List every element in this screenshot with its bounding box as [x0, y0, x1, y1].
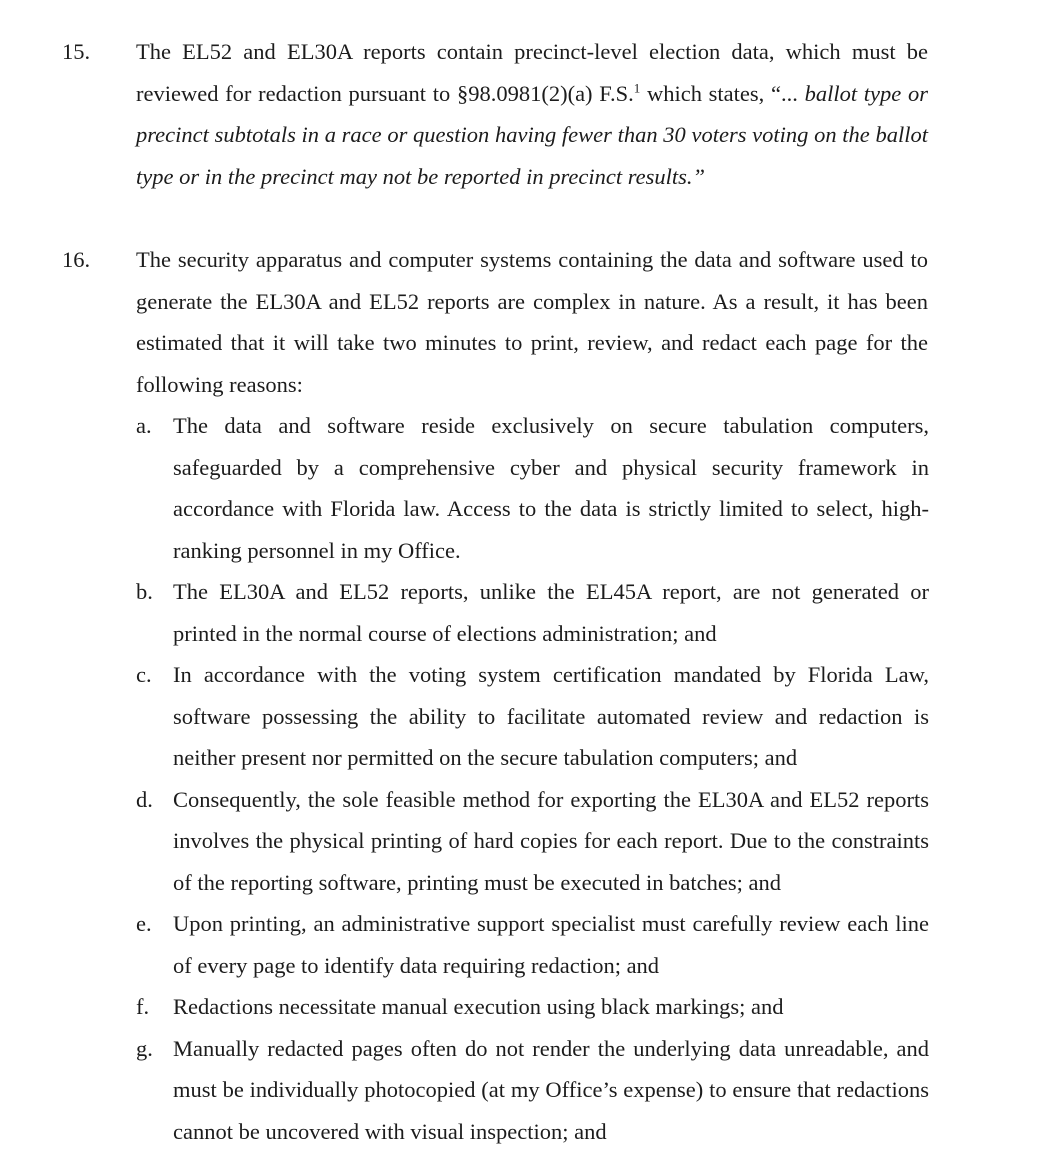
- list-item: [0, 1028, 1044, 1153]
- list-item-text: Manually redacted pages often do not render the underlying data unreadable, and must be individually photocopied (at my Office’s expense) to ensure that redactions cannot be uncovered with visual inspection; and: [173, 1035, 929, 1144]
- paragraph-text: The security apparatus and computer systems containing the data and software used to generate the EL30A and EL52 reports are complex in nature. As a result, it has been estimated that it will take two minutes to print, review, and redact each page for the following reasons:: [136, 247, 928, 397]
- paragraph-number: 15.: [62, 39, 91, 64]
- paragraph-text-body: The EL52 and EL30A reports contain precinct-level election data, which must be reviewed for redaction pursuant to §98.0981(2)(a) F.S.: [136, 39, 928, 106]
- paragraph-text-continuation: which states, “...: [640, 80, 805, 106]
- list-item: [0, 986, 1044, 1028]
- list-item: [0, 571, 1044, 654]
- list-item-text: In accordance with the voting system certification mandated by Florida Law, software possessing the ability to facilitate automated review and redaction is neither present nor permitted on the secure tabulation computers; and: [173, 662, 929, 770]
- list-item-letter: f.: [136, 994, 150, 1019]
- list-item-letter: d.: [136, 786, 153, 812]
- paragraph-text: [136, 31, 928, 197]
- footnote-reference[interactable]: 1: [633, 80, 641, 95]
- quote-close-mark: ”: [692, 163, 706, 189]
- list-item-letter: g.: [136, 1035, 153, 1061]
- list-item-letter: e.: [136, 911, 152, 936]
- list-item-text: Consequently, the sole feasible method for exporting the EL30A and EL52 reports involves the physical printing of hard copies for each report. Due to the constraints of the reporting software, printing must be executed in batches; and: [173, 786, 929, 895]
- reasons-list: [0, 405, 1044, 1152]
- list-item-letter: b.: [136, 579, 153, 604]
- list-item-letter: a.: [136, 413, 152, 438]
- list-item-text: Upon printing, an administrative support specialist must carefully review each line of every page to identify data requiring redaction; and: [173, 911, 929, 978]
- list-item: [0, 654, 1044, 779]
- list-item: [0, 405, 1044, 571]
- list-item-text: The data and software reside exclusively on secure tabulation computers, safeguarded by a comprehensive cyber and physical security framework in accordance with Florida law. Access to the data is strictly limited to select, high-ranking personnel in my Office.: [173, 413, 929, 563]
- list-item: [0, 779, 1044, 904]
- list-item-text: Redactions necessitate manual execution using black markings; and: [173, 994, 784, 1019]
- paragraph-number: 16.: [62, 247, 91, 272]
- statute-quote: ballot type or precinct subtotals in a race or question having fewer than 30 voters voting on the ballot type or in the precinct may not be reported in precinct results.: [136, 80, 928, 189]
- list-item-text: The EL30A and EL52 reports, unlike the EL45A report, are not generated or printed in the normal course of elections administration; and: [173, 579, 929, 646]
- list-item: [0, 903, 1044, 986]
- list-item-letter: c.: [136, 662, 152, 687]
